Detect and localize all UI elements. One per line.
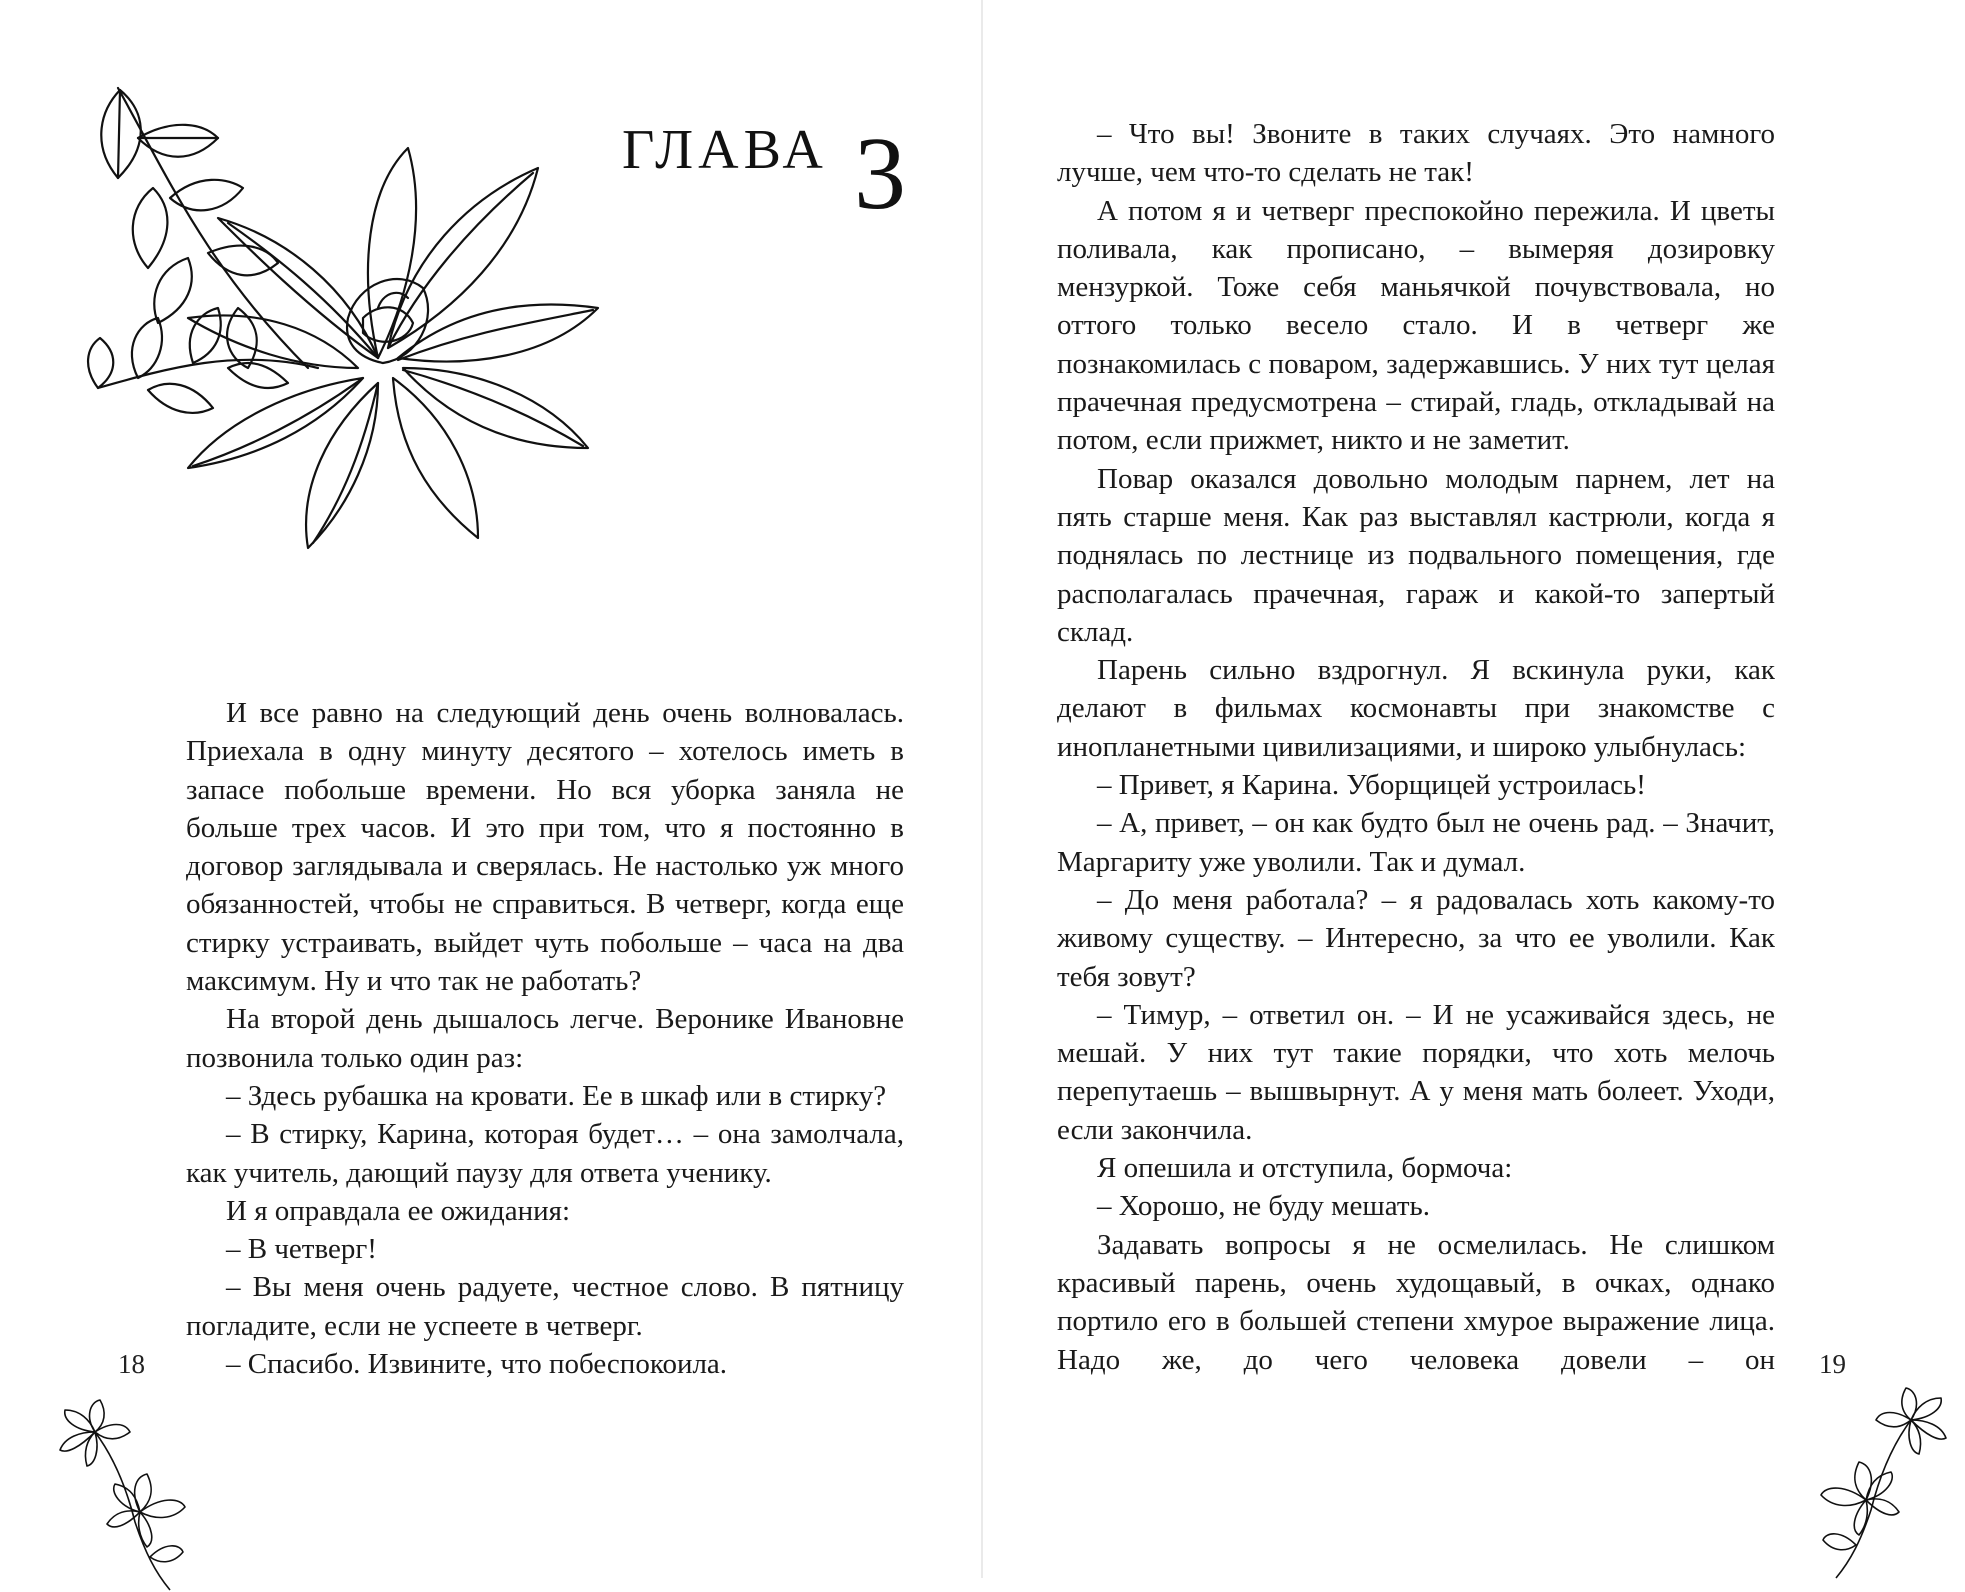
paragraph: – Спасибо. Извините, что побеспокоила. <box>226 1348 728 1381</box>
paragraph: – Что вы! Звоните в таких случаях. Это намного лучше, чем что-то сделать не так! <box>1057 118 1775 189</box>
small-flower-ornament <box>1801 1380 1951 1580</box>
paragraph: На второй день дышалось легче. Веронике Ивановне позвонила только один раз: <box>186 1003 904 1074</box>
page-number: 18 <box>118 1349 145 1379</box>
right-page-text <box>1057 115 1775 1379</box>
left-page <box>0 0 982 1578</box>
paragraph: Я опешила и отступила, бормоча: <box>1097 1152 1513 1185</box>
chapter-number: 3 <box>854 116 906 231</box>
paragraph: А потом я и четверг преспокойно пережила. И цветы поливала, как прописано, – вымеряя дозировку мензуркой. Тоже себя маньячкой почувствовала, но оттого только весело стало. И в четверг же познакомилась с поваром, задержавшись. У них тут целая прачечная предусмотрена – стирай, гладь, откладывай на потом, если прижмет, никто и не заметит. <box>1057 194 1775 457</box>
paragraph: – В стирку, Карина, которая будет… – она замолчала, как учитель, дающий паузу для ответа ученику. <box>186 1118 904 1189</box>
right-page <box>983 0 1965 1578</box>
paragraph: – До меня работала? – я радовалась хоть какому-то живому существу. – Интересно, за что ее уволили. Как тебя зовут? <box>1057 883 1775 993</box>
paragraph: И все равно на следующий день очень волновалась. Приехала в одну минуту десятого – хотелось иметь в запасе побольше времени. Но вся уборка заняла не больше трех часов. И это при том, что я постоянно в договор заглядывала и сверялась. Не настолько уж много обязанностей, чтобы не справиться. В четверг, когда еще стирку устраивать, выйдет чуть побольше – часа на два максимум. Ну и что так не работать? <box>186 697 904 998</box>
paragraph: Парень сильно вздрогнул. Я вскинула руки, как делают в фильмах космонавты при знакомстве с инопланетными цивилизациями, и широко улыбнулась: <box>1057 654 1775 763</box>
paragraph: – Тимур, – ответил он. – И не усаживайся здесь, не мешай. У них тут такие порядки, что хоть мелочь перепутаешь – вышвырнут. А у меня мать болеет. Уходи, если закончила. <box>1057 998 1775 1146</box>
small-flower-ornament <box>55 1392 205 1592</box>
paragraph: – Хорошо, не буду мешать. <box>1097 1190 1430 1223</box>
paragraph: – В четверг! <box>226 1233 377 1266</box>
paragraph: – Привет, я Карина. Уборщицей устроилась! <box>1097 769 1646 802</box>
paragraph: И я оправдала ее ожидания: <box>226 1194 571 1227</box>
paragraph: Задавать вопросы я не осмелилась. Не слишком красивый парень, очень худощавый, в очках, однако портило его в большей степени хмурое выражение лица. Надо же, до чего человека довели – он <box>1057 1228 1775 1376</box>
paragraph: – Здесь рубашка на кровати. Ее в шкаф или в стирку? <box>226 1079 887 1112</box>
paragraph: – Вы меня очень радуете, честное слово. В пятницу погладите, если не успеете в четверг. <box>186 1271 904 1342</box>
paragraph: – А, привет, – он как будто был не очень рад. – Значит, Маргариту уже уволили. Так и думал. <box>1057 807 1775 878</box>
left-page-text <box>186 694 904 1383</box>
chapter-heading: ГЛАВА <box>622 119 828 181</box>
lotus-flower-illustration <box>78 68 678 628</box>
page-number: 19 <box>1819 1349 1846 1379</box>
paragraph: Повар оказался довольно молодым парнем, лет на пять старше меня. Как раз выставлял кастрюли, когда я поднялась по лестнице из подвального помещения, где располагалась прачечная, гараж и какой-то запертый склад. <box>1057 462 1775 648</box>
